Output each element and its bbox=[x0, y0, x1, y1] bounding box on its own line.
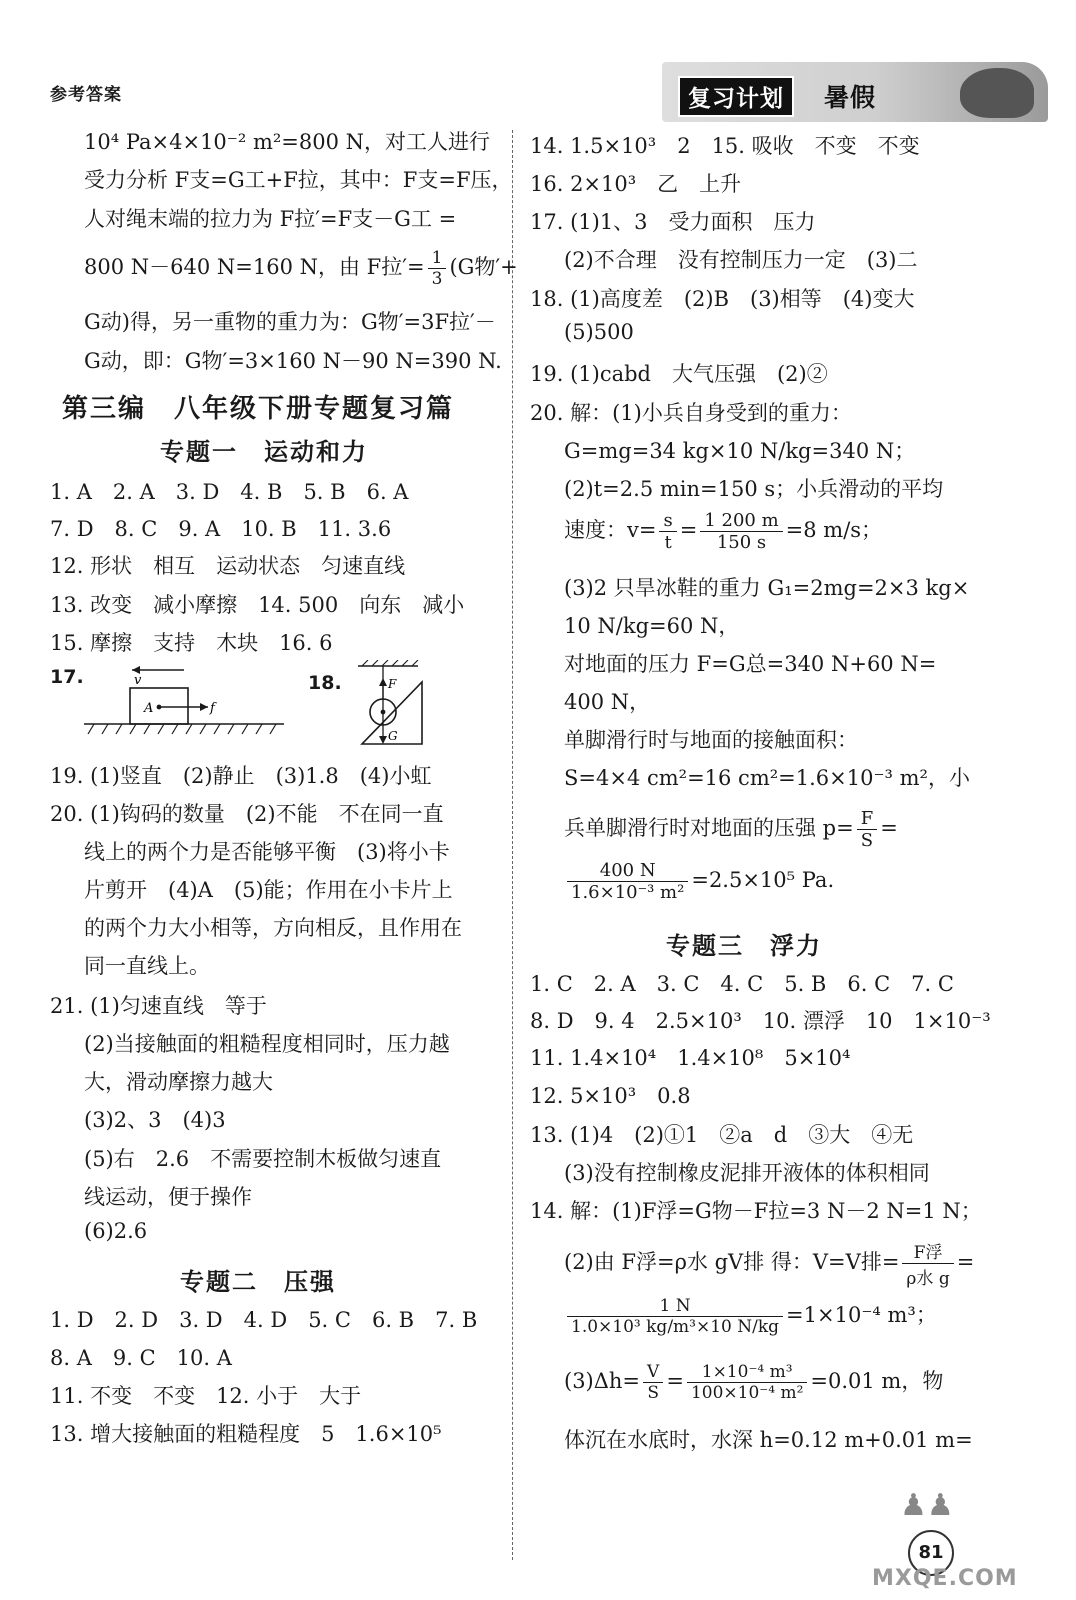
text-segment: 速度：v= bbox=[564, 518, 657, 542]
velocity-label: v bbox=[134, 673, 142, 688]
friction-label: f bbox=[210, 701, 215, 716]
text-line bbox=[84, 248, 518, 289]
topic-title: 专题二 压强 bbox=[180, 1268, 336, 1296]
answer-line: 线运动，便于操作 bbox=[84, 1185, 252, 1209]
answer-line: 8. A 9. C 10. A bbox=[50, 1346, 232, 1370]
fraction-numerator: 1 200 m bbox=[700, 510, 782, 532]
figure-label: 17. bbox=[50, 666, 84, 688]
answer-line: 体沉在水底时，水深 h=0.12 m+0.01 m= bbox=[564, 1428, 973, 1452]
part-title: 第三编 八年级下册专题复习篇 bbox=[62, 394, 455, 424]
gravity-label: G bbox=[388, 729, 398, 743]
answer-line: 同一直线上。 bbox=[84, 954, 210, 978]
text-line: 10⁴ Pa×4×10⁻² m²=800 N，对工人进行 bbox=[84, 130, 491, 154]
figure-17-diagram bbox=[84, 660, 294, 740]
block-label: A bbox=[144, 701, 154, 716]
formula-line bbox=[564, 808, 898, 851]
header-label: 参考答案 bbox=[50, 85, 122, 105]
watermark: MXQE.COM bbox=[872, 1566, 1018, 1591]
answer-line: 19. (1)竖直 (2)静止 (3)1.8 (4)小虹 bbox=[50, 764, 432, 788]
fraction bbox=[567, 860, 688, 903]
formula-line bbox=[564, 1362, 943, 1403]
formula-line bbox=[564, 1238, 974, 1289]
topic-title: 专题一 运动和力 bbox=[160, 438, 368, 466]
fraction bbox=[659, 510, 676, 553]
figure-18-diagram bbox=[348, 660, 478, 752]
right-column bbox=[530, 0, 991, 1600]
answer-line: 14. 解：(1)F浮=G物－F拉=3 N－2 N=1 N； bbox=[530, 1199, 982, 1223]
text-line: G动，即：G物′=3×160 N－90 N=390 N. bbox=[84, 349, 502, 373]
fraction-numerator: F浮 bbox=[902, 1238, 953, 1264]
answer-line: 15. 摩擦 支持 木块 16. 6 bbox=[50, 631, 333, 655]
fraction-denominator: 1.0×10³ kg/m³×10 N/kg bbox=[571, 1317, 780, 1337]
fraction-numerator: 1×10⁻⁴ m³ bbox=[687, 1362, 807, 1383]
answer-line: 的两个力大小相等，方向相反，且作用在 bbox=[84, 916, 462, 940]
answer-line: 12. 形状 相互 运动状态 匀速直线 bbox=[50, 554, 406, 578]
fraction bbox=[902, 1238, 953, 1289]
fraction-denominator: ρ水 g bbox=[906, 1269, 950, 1289]
text-segment: 兵单脚滑行时对地面的压强 p= bbox=[564, 816, 854, 840]
answer-line: G=mg=34 kg×10 N/kg=340 N； bbox=[564, 439, 916, 463]
fraction-numerator: 400 N bbox=[567, 860, 688, 882]
answer-line: 大，滑动摩擦力越大 bbox=[84, 1070, 273, 1094]
text-segment: = bbox=[956, 1250, 975, 1274]
text-segment: =0.01 m，物 bbox=[810, 1369, 944, 1393]
answer-line: 线上的两个力是否能够平衡 (3)将小卡 bbox=[84, 840, 450, 864]
banner-title: 复习计划 bbox=[678, 76, 794, 117]
answer-line: 单脚滑行时与地面的接触面积： bbox=[564, 728, 858, 752]
fraction bbox=[857, 808, 878, 851]
text-line: G动)得，另一重物的重力为：G物′=3F拉′－ bbox=[84, 310, 496, 334]
answer-line: 16. 2×10³ 乙 上升 bbox=[530, 172, 742, 196]
answer-line: 1. C 2. A 3. C 4. C 5. B 6. C 7. C bbox=[530, 972, 954, 996]
answer-line: 7. D 8. C 9. A 10. B 11. 3.6 bbox=[50, 517, 392, 541]
text-segment: =1×10⁻⁴ m³； bbox=[786, 1303, 937, 1327]
answer-line: (6)2.6 bbox=[84, 1219, 148, 1243]
answer-line: 12. 5×10³ 0.8 bbox=[530, 1084, 691, 1108]
text-segment: =2.5×10⁵ Pa. bbox=[691, 868, 835, 892]
fraction-numerator: s bbox=[659, 510, 676, 532]
answer-line: 13. (1)4 (2)①1 ②a d ③大 ④无 bbox=[530, 1123, 914, 1147]
text-segment: = bbox=[666, 1369, 684, 1393]
fraction bbox=[643, 1362, 663, 1403]
text-line: 人对绳末端的拉力为 F拉′=F支－G工 = bbox=[84, 207, 457, 231]
left-column bbox=[50, 0, 518, 1600]
fraction-numerator: V bbox=[643, 1362, 663, 1383]
formula-line bbox=[564, 510, 882, 553]
answer-line: (3)2、3 (4)3 bbox=[84, 1108, 226, 1132]
answer-line: 19. (1)cabd 大气压强 (2)② bbox=[530, 362, 828, 386]
text-segment: = bbox=[679, 518, 698, 542]
answer-line: S=4×4 cm²=16 cm²=1.6×10⁻³ m²，小 bbox=[564, 766, 970, 790]
answer-line: 13. 增大接触面的粗糙程度 5 1.6×10⁵ bbox=[50, 1422, 442, 1446]
column-divider bbox=[512, 130, 513, 1560]
figure-label: 18. bbox=[308, 672, 342, 694]
answer-line: (3)没有控制橡皮泥排开液体的体积相同 bbox=[564, 1161, 930, 1185]
answer-line: 11. 不变 不变 12. 小于 大于 bbox=[50, 1384, 362, 1408]
answer-line: 20. (1)钩码的数量 (2)不能 不在同一直 bbox=[50, 802, 444, 826]
fraction-denominator: 3 bbox=[431, 269, 443, 289]
answer-line: (5)右 2.6 不需要控制木板做匀速直 bbox=[84, 1147, 442, 1171]
answer-line: 1. D 2. D 3. D 4. D 5. C 6. B 7. B bbox=[50, 1308, 478, 1332]
answer-line: 10 N/kg=60 N， bbox=[564, 614, 740, 638]
answer-line: (2)当接触面的粗糙程度相同时，压力越 bbox=[84, 1032, 450, 1056]
banner-decoration-icon bbox=[960, 68, 1034, 118]
answer-line: 18. (1)高度差 (2)B (3)相等 (4)变大 bbox=[530, 287, 915, 311]
answer-line: 17. (1)1、3 受力面积 压力 bbox=[530, 210, 816, 234]
text-segment: (G物′+ bbox=[449, 255, 518, 279]
answer-line: (2)t=2.5 min=150 s；小兵滑动的平均 bbox=[564, 477, 944, 501]
text-segment: (2)由 F浮=ρ水 gV排 得：V=V排= bbox=[564, 1250, 900, 1274]
fraction bbox=[700, 510, 782, 553]
answer-line: 21. (1)匀速直线 等于 bbox=[50, 994, 267, 1018]
topic-title: 专题三 浮力 bbox=[666, 932, 822, 960]
answer-line: 11. 1.4×10⁴ 1.4×10⁸ 5×10⁴ bbox=[530, 1046, 851, 1070]
answer-line: 8. D 9. 4 2.5×10³ 10. 漂浮 10 1×10⁻³ bbox=[530, 1009, 991, 1033]
formula-line bbox=[564, 1296, 937, 1337]
fraction-denominator: t bbox=[664, 532, 672, 553]
text-segment: =8 m/s； bbox=[785, 518, 883, 542]
fraction-denominator: S bbox=[647, 1383, 660, 1403]
answer-line: (5)500 bbox=[564, 320, 634, 344]
bowling-pins-icon: ♟♟ bbox=[900, 1488, 954, 1523]
text-segment: = bbox=[880, 816, 898, 840]
fraction-numerator: 1 bbox=[428, 248, 447, 269]
fraction-denominator: 1.6×10⁻³ m² bbox=[571, 882, 685, 903]
tension-label: F bbox=[388, 677, 397, 691]
fraction-denominator: S bbox=[860, 830, 874, 851]
fraction-denominator: 150 s bbox=[716, 532, 767, 553]
text-line: 受力分析 F支=G工+F拉，其中：F支=F压， bbox=[84, 168, 513, 192]
page-number: 81 bbox=[908, 1530, 954, 1576]
fraction bbox=[687, 1362, 807, 1403]
fraction bbox=[428, 248, 447, 289]
answer-line: 对地面的压力 F=G总=340 N+60 N= bbox=[564, 652, 937, 676]
fraction-denominator: 100×10⁻⁴ m² bbox=[690, 1383, 804, 1403]
formula-line bbox=[564, 860, 834, 903]
answer-line: (2)不合理 没有控制压力一定 (3)二 bbox=[564, 248, 918, 272]
answer-line: (3)2 只旱冰鞋的重力 G₁=2mg=2×3 kg× bbox=[564, 576, 970, 600]
answer-line: 400 N， bbox=[564, 690, 651, 714]
answer-line: 14. 1.5×10³ 2 15. 吸收 不变 不变 bbox=[530, 134, 920, 158]
fraction-numerator: 1 N bbox=[567, 1296, 783, 1317]
answer-line: 片剪开 (4)A (5)能；作用在小卡片上 bbox=[84, 878, 453, 902]
text-segment: 800 N－640 N=160 N，由 F拉′= bbox=[84, 255, 425, 279]
answer-line: 13. 改变 减小摩擦 14. 500 向东 减小 bbox=[50, 593, 465, 617]
fraction-numerator: F bbox=[857, 808, 878, 830]
fraction bbox=[567, 1296, 783, 1337]
answer-line: 1. A 2. A 3. D 4. B 5. B 6. A bbox=[50, 480, 409, 504]
banner-subtitle: 暑假 bbox=[824, 83, 877, 112]
text-segment: (3)Δh= bbox=[564, 1369, 641, 1393]
answer-line: 20. 解：(1)小兵自身受到的重力： bbox=[530, 401, 852, 425]
